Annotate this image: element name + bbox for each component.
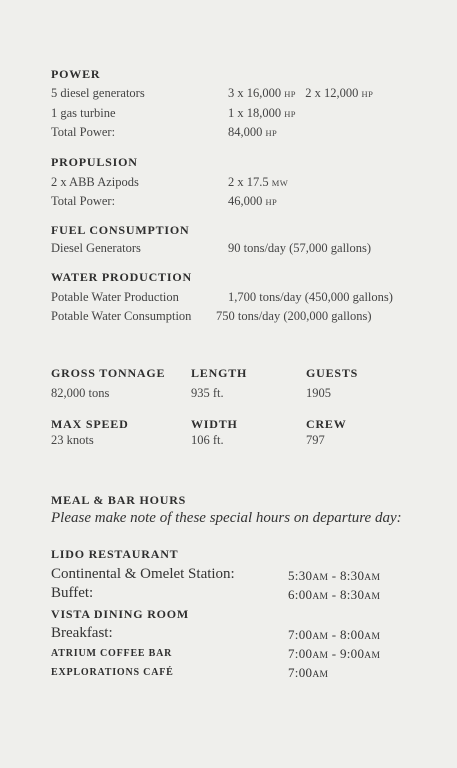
power-row-value: 84,000 HP <box>228 125 278 139</box>
power-row-label: 1 gas turbine <box>51 106 116 120</box>
spec-value: 797 <box>306 433 325 447</box>
spec-label: GUESTS <box>306 366 359 380</box>
spec-value: 935 ft. <box>191 386 224 400</box>
propulsion-row-label: 2 x ABB Azipods <box>51 175 139 189</box>
vista-row-label: Breakfast: <box>51 625 113 641</box>
explorations-heading: EXPLORATIONS CAFÉ <box>51 667 174 678</box>
spec-value: 82,000 tons <box>51 386 110 400</box>
spec-label: CREW <box>306 417 347 431</box>
power-heading: POWER <box>51 67 101 81</box>
hours-note: Please make note of these special hours on departure day: <box>51 510 402 526</box>
atrium-time: 7:00AM - 9:00AM <box>288 646 381 661</box>
spec-label: MAX SPEED <box>51 417 129 431</box>
spec-label: GROSS TONNAGE <box>51 366 166 380</box>
propulsion-row-value: 2 x 17.5 MW <box>228 175 289 189</box>
hours-heading: MEAL & BAR HOURS <box>51 493 187 507</box>
atrium-heading: ATRIUM COFFEE BAR <box>51 648 173 659</box>
power-row-value: 1 x 18,000 HP <box>228 106 296 120</box>
propulsion-row-value: 46,000 HP <box>228 194 278 208</box>
spec-value: 106 ft. <box>191 433 224 447</box>
spec-value: 23 knots <box>51 433 94 447</box>
power-row-label: Total Power: <box>51 125 116 139</box>
lido-row-time: 5:30AM - 8:30AM <box>288 568 381 583</box>
fuel-row-label: Diesel Generators <box>51 241 141 255</box>
water-row-label: Potable Water Production <box>51 290 179 304</box>
fuel-heading: FUEL CONSUMPTION <box>51 223 190 237</box>
water-row-value: 1,700 tons/day (450,000 gallons) <box>228 290 393 304</box>
propulsion-heading: PROPULSION <box>51 155 138 169</box>
vista-row-time: 7:00AM - 8:00AM <box>288 627 381 642</box>
spec-label: LENGTH <box>191 366 248 380</box>
spec-label: WIDTH <box>191 417 238 431</box>
lido-row-label: Continental & Omelet Station: <box>51 566 235 582</box>
lido-row-label: Buffet: <box>51 585 94 601</box>
spec-value: 1905 <box>306 386 331 400</box>
power-row-value: 3 x 16,000 HP 2 x 12,000 HP <box>228 86 374 100</box>
fuel-row-value: 90 tons/day (57,000 gallons) <box>228 241 372 255</box>
water-row-label: Potable Water Consumption <box>51 309 192 323</box>
lido-row-time: 6:00AM - 8:30AM <box>288 587 381 602</box>
power-row-label: 5 diesel generators <box>51 86 145 100</box>
water-row-value: 750 tons/day (200,000 gallons) <box>216 309 372 323</box>
lido-heading: LIDO RESTAURANT <box>51 547 179 561</box>
water-heading: WATER PRODUCTION <box>51 270 192 284</box>
propulsion-row-label: Total Power: <box>51 194 116 208</box>
vista-heading: VISTA DINING ROOM <box>51 607 190 621</box>
explorations-time: 7:00AM <box>288 665 329 680</box>
